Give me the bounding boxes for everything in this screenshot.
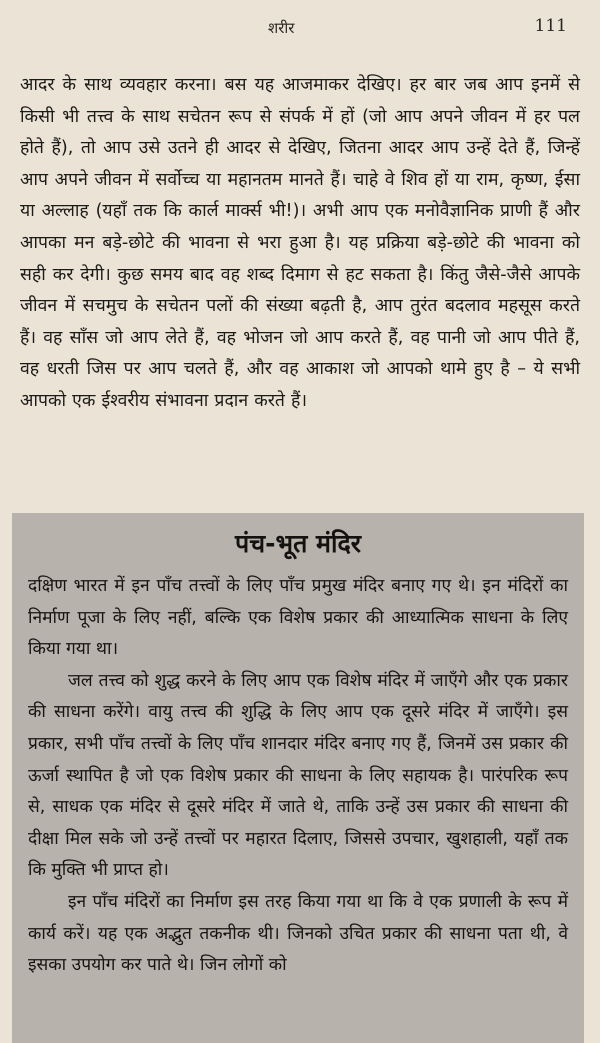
- box-text: [28, 571, 568, 982]
- box-paragraph-3: इन पाँच मंदिरों का निर्माण इस तरह किया गया था कि वे एक प्रणाली के रूप में कार्य करें। यह एक अद्भुत तकनीक थी। जिनको उचित प्रकार की साधना पता थी, वे इसका उपयोग कर पाते थे। जिन लोगों को: [28, 891, 568, 976]
- box-title: पंच-भूत मंदिर: [235, 529, 361, 558]
- page-header: [0, 14, 600, 44]
- box-paragraph-2: जल तत्त्व को शुद्ध करने के लिए आप एक विशेष मंदिर में जाएँगे और एक प्रकार की साधना करेंगे। वायु तत्त्व की शुद्धि के लिए आप एक दूसरे मंदिर में जाएँगे। इस प्रकार, सभी पाँच तत्त्वों के लिए पाँच शानदार मंदिर बनाए गए हैं, जिनमें उस प्रकार की ऊर्जा स्थापित है जो एक विशेष प्रकार की साधना के लिए सहायक है। पारंपरिक रूप से, साधक एक मंदिर से दूसरे मंदिर में जाते थे, ताकि उन्हें उस प्रकार की साधना की दीक्षा मिल सके जो उन्हें तत्त्वों पर महारत दिलाए, जिससे उपचार, खुशहाली, यहाँ तक कि मुक्ति भी प्राप्त हो।: [28, 670, 568, 881]
- body-paragraph: आदर के साथ व्यवहार करना। बस यह आजमाकर देखिए। हर बार जब आप इनमें से किसी भी तत्त्व के साथ सचेतन रूप से संपर्क में हों (जो आप अपने जीवन में हर पल होते हैं), तो आप उसे उतने ही आदर से देखिए, जितना आदर आप उन्हें देते हैं, जिन्हें आप अपने जीवन में सर्वोच्च या महानतम मानते हैं। चाहे वे शिव हों या राम, कृष्ण, ईसा या अल्लाह (यहाँ तक कि कार्ल मार्क्स भी!)। अभी आप एक मनोवैज्ञानिक प्राणी हैं और आपका मन बड़े-छोटे की भावना से भरा हुआ है। यह प्रक्रिया बड़े-छोटे की भावना को सही कर देगी। कुछ समय बाद वह शब्द दिमाग से हट सकता है। किंतु जैसे-जैसे आपके जीवन में सचमुच के सचेतन पलों की संख्या बढ़ती है, आप तुरंत बदलाव महसूस करते हैं। वह साँस जो आप लेते हैं, वह भोजन जो आप करते हैं, वह पानी जो आप पीते हैं, वह धरती जिस पर आप चलते हैं, और वह आकाश जो आपको थामे हुए है – ये सभी आपको एक ईश्वरीय संभावना प्रदान करते हैं।: [20, 75, 580, 411]
- running-title: शरीर: [268, 19, 295, 37]
- sidebar-box: [12, 513, 584, 1043]
- page-number: 111: [534, 16, 567, 36]
- main-text: [20, 70, 580, 418]
- box-paragraph-1: दक्षिण भारत में इन पाँच तत्त्वों के लिए पाँच प्रमुख मंदिर बनाए गए थे। इन मंदिरों का निर्माण पूजा के लिए नहीं, बल्कि एक विशेष प्रकार की आध्यात्मिक साधना के लिए किया गया था।: [28, 576, 568, 660]
